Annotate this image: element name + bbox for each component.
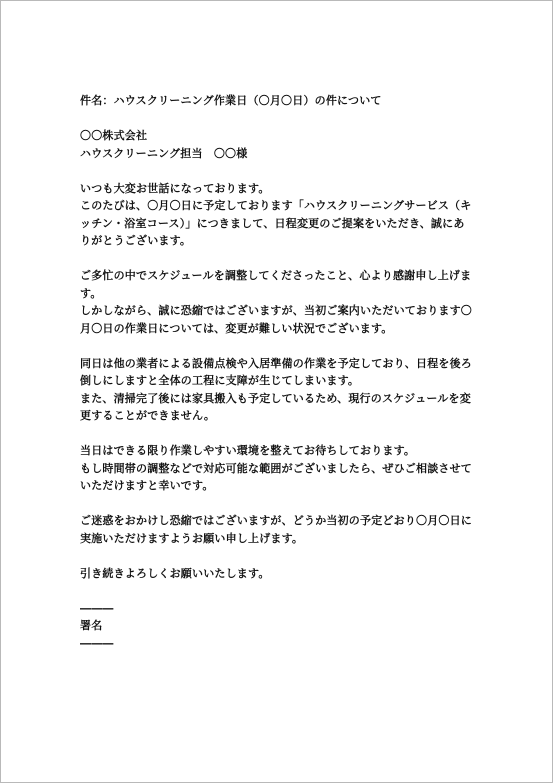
paragraph-line: 月〇日の作業日については、変更が難しい状況でございます。 [80, 321, 393, 335]
spacer [80, 582, 500, 600]
paragraph-line: 同日は他の業者による設備点検や入居準備の作業を予定しており、日程を後ろ [80, 356, 472, 370]
paragraph-greeting [80, 180, 500, 250]
paragraph-line: また、清掃完了後には家具搬入も予定しているため、現行のスケジュールを変 [80, 391, 471, 405]
recipient-person: ハウスクリーニング担当 〇〇様 [80, 146, 248, 160]
paragraph-line: りがとうございます。 [80, 234, 192, 247]
paragraph-line: す。 [80, 286, 102, 300]
paragraph-line: ご迷惑をおかけし恐縮ではございますが、どうか当初の予定どおり〇月〇日に [80, 514, 472, 527]
spacer [80, 337, 500, 355]
paragraph-offer [80, 442, 500, 495]
paragraph-line: ッチン・浴室コース）」につきまして、日程変更のご提案をいただき、誠にあ [80, 216, 465, 230]
spacer [80, 495, 500, 513]
signature-rule-top: ――― [80, 601, 114, 615]
paragraph-line: いつも大変お世話になっております。 [80, 181, 270, 195]
paragraph-line: いただけますと幸いです。 [80, 479, 214, 492]
paragraph-line: 倒しにしますと全体の工程に支障が生じてしまいます。 [80, 374, 360, 387]
paragraph-line: もし時間帯の調整などで対応可能な範囲がございましたら、ぜひご相談させて [80, 461, 472, 475]
letter-body [80, 92, 500, 652]
signature-label: 署名 [80, 619, 103, 632]
spacer [80, 547, 500, 565]
signature-rule-bottom: ――― [80, 636, 114, 650]
paragraph-closing [80, 565, 500, 583]
paragraph-line: 当日はできる限り作業しやすい環境を整えてお待ちしております。 [80, 444, 416, 457]
paragraph-line: ご多忙の中でスケジュールを調整してくださったこと、心より感謝申し上げま [80, 269, 472, 282]
paragraph-line: しかしながら、誠に恐縮ではございますが、当初ご案内いただいております〇 [80, 304, 472, 317]
paragraph-line: このたびは、〇月〇日に予定しております「ハウスクリーニングサービス（キ [80, 199, 472, 212]
spacer [80, 110, 500, 128]
signature-block [80, 600, 500, 653]
spacer [80, 425, 500, 443]
spacer [80, 250, 500, 268]
paragraph-request [80, 512, 500, 547]
spacer [80, 162, 500, 180]
paragraph-line: 引き続きよろしくお願いいたします。 [80, 566, 270, 580]
paragraph-reason [80, 355, 500, 425]
paragraph-line: 更することができません。 [80, 409, 216, 422]
recipient-company: 〇〇株式会社 [80, 129, 148, 142]
paragraph-decline [80, 267, 500, 337]
paragraph-line: 実施いただけますようお願い申し上げます。 [80, 531, 304, 545]
subject-line: 件名：ハウスクリーニング作業日（〇月〇日）の件について [80, 94, 382, 107]
